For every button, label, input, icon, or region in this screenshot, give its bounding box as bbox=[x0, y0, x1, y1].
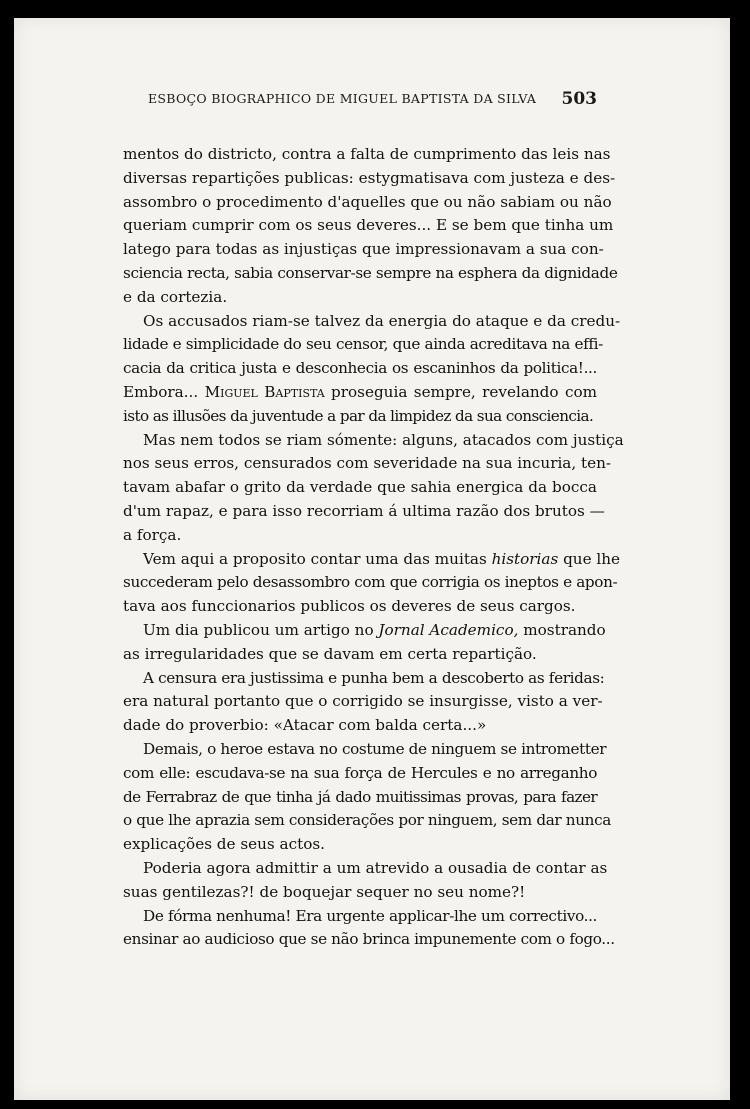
text-fragment: proseguia sempre, revelando com bbox=[324, 382, 597, 401]
text-line: dade do proverbio: «Atacar com balda certa...» bbox=[123, 716, 487, 735]
book-page bbox=[14, 18, 730, 1100]
text-line: lidade e simplicidade do seu censor, que ainda acreditava na effi- bbox=[123, 335, 603, 354]
text-line: nos seus erros, censurados com severidade na sua incuria, ten- bbox=[123, 454, 612, 473]
text-line: com elle: escudava-se na sua força de Hercules e no arreganho bbox=[123, 763, 597, 782]
text-fragment: que lhe bbox=[558, 549, 621, 568]
text-line bbox=[123, 548, 621, 572]
text-line: era natural portanto que o corrigido se insurgisse, visto a ver- bbox=[123, 692, 603, 711]
text-line: mentos do districto, contra a falta de cumprimento das leis nas bbox=[123, 145, 611, 163]
text-line: diversas repartições publicas: estygmatisava com justeza e des- bbox=[123, 168, 616, 187]
text-line: o que lhe aprazia sem considerações por ninguem, sem dar nunca bbox=[123, 811, 611, 830]
text-line: a força. bbox=[123, 525, 182, 544]
running-header-title: ESBOÇO BIOGRAPHICO DE MIGUEL BAPTISTA DA SILVA bbox=[148, 91, 537, 106]
text-line: succederam pelo desassombro com que corrigia os ineptos e apon- bbox=[123, 573, 618, 592]
text-line: as irregularidades que se davam em certa repartição. bbox=[123, 644, 537, 663]
text-fragment: mostrando bbox=[518, 620, 606, 639]
person-name: Miguel Baptista bbox=[204, 382, 325, 401]
text-line: latego para todas as injustiças que impressionavam a sua con- bbox=[123, 240, 604, 259]
text-line: De fórma nenhuma! Era urgente applicar-lhe um correctivo... bbox=[143, 906, 598, 925]
text-fragment: Embora... bbox=[123, 382, 205, 401]
text-line: explicações de seus actos. bbox=[123, 835, 325, 854]
text-line: suas gentilezas?! de boquejar sequer no seu nome?! bbox=[123, 882, 526, 901]
text-fragment: Um dia publicou um artigo no bbox=[143, 620, 379, 639]
text-line: queriam cumprir com os seus deveres... E se bem que tinha um bbox=[123, 216, 614, 235]
page-number: 503 bbox=[561, 89, 597, 109]
text-line: isto as illusões da juventude a par da limpidez da sua consciencia. bbox=[123, 406, 594, 425]
text-line: Demais, o heroe estava no costume de ninguem se intrometter bbox=[143, 739, 607, 758]
text-line: Mas nem todos se riam sómente: alguns, atacados com justiça bbox=[143, 430, 624, 449]
text-line: tava aos funccionarios publicos os deveres de seus cargos. bbox=[123, 597, 576, 616]
text-fragment: Vem aqui a proposito contar uma das muitas bbox=[143, 549, 492, 568]
text-line: cacia da critica justa e desconhecia os escaninhos da politica!... bbox=[123, 359, 597, 378]
text-line: sciencia recta, sabia conservar-se sempre na esphera da dignidade bbox=[123, 263, 618, 282]
text-line: e da cortezia. bbox=[123, 287, 228, 306]
text-line: assombro o procedimento d'aquelles que ou não sabiam ou não bbox=[123, 192, 612, 211]
text-line: de Ferrabraz de que tinha já dado muitissimas provas, para fazer bbox=[123, 787, 597, 806]
text-line: tavam abafar o grito da verdade que sahia energica da bocca bbox=[123, 478, 597, 497]
text-line bbox=[123, 619, 606, 643]
text-line bbox=[123, 381, 597, 405]
emphasis: Jornal Academico, bbox=[378, 620, 519, 639]
text-line: ensinar ao audicioso que se não brinca impunemente com o fogo... bbox=[123, 930, 615, 949]
text-line: d'um rapaz, e para isso recorriam á ultima razão dos brutos — bbox=[123, 501, 605, 520]
text-line: A censura era justissima e punha bem a descoberto as feridas: bbox=[143, 668, 605, 687]
text-line: Poderia agora admittir a um atrevido a ousadia de contar as bbox=[143, 858, 608, 877]
text-line: Os accusados riam-se talvez da energia do ataque e da credu- bbox=[143, 311, 621, 330]
body-text bbox=[123, 143, 624, 952]
emphasis: historias bbox=[491, 549, 559, 568]
